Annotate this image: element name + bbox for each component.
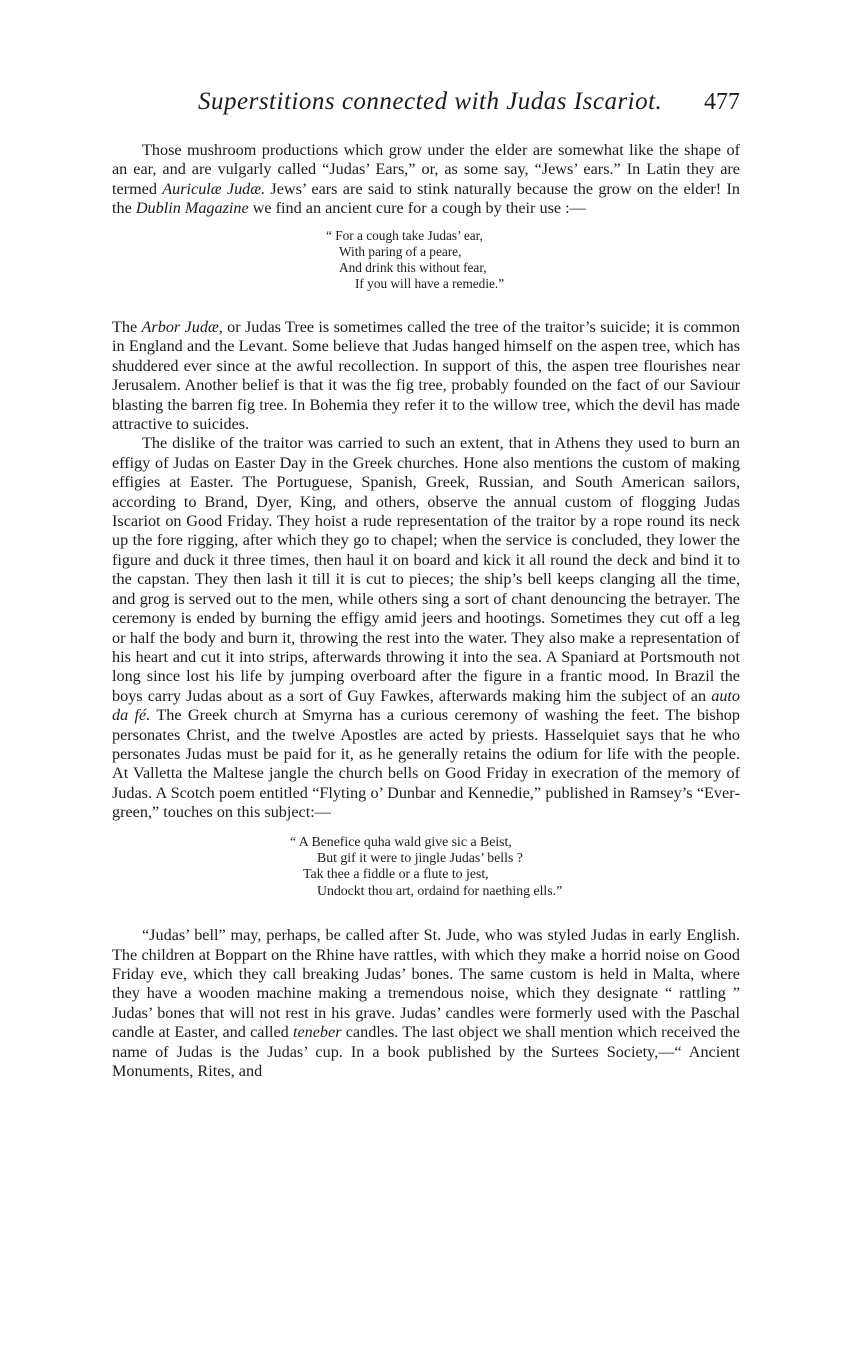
- page-body: [112, 141, 740, 1081]
- foreign-term: teneber: [292, 1023, 342, 1042]
- latin-term: Auriculæ Judæ.: [162, 179, 266, 198]
- verse-line: And drink this without fear,: [339, 259, 487, 275]
- paragraph-text: candles. The last object we shall mention which received the name of Judas is the Judas’ cup. In a book published by the Surtees Society,—“ Ancient Monuments, Rites, and: [112, 1023, 741, 1081]
- paragraph-text: The: [112, 318, 142, 336]
- magazine-title: Dublin Magazine: [135, 199, 249, 218]
- page-header: [110, 88, 740, 128]
- paragraph-effigies: [112, 434, 740, 822]
- verse-line: “ For a cough take Judas’ ear,: [326, 227, 483, 243]
- paragraph-text: The dislike of the traitor was carried to such an extent, that in Athens they used to burn an effigy of Judas on Easter Day in the Greek churches. Hone also mentions the custom of making effigies at Easter. The Portuguese, Spanish, Greek, Russian, and South American sailors, according to Brand, Dyer, King, and others, observe the annual custom of flogging Judas Iscariot on Good Friday. They hoist a rude representation of the traitor by a rope round its neck up the fore rigging, after which they go to chapel; when the service is concluded, they lower the figure and duck it three times, then haul it on board and kick it all round the deck and bind it to the capstan. They then lash it till it is cut to pieces; the ship’s bell keeps clanging all the time, and grog is served out to the men, while others sing a sort of chant denouncing the betrayer. The ceremony is ended by burning the effigy amid jeers and hootings. Sometimes they cut off a leg or half the body and burn it, throwing the rest into the water. They also make a representation of his heart and cut it into strips, afterwards throwing it into the sea. A Spaniard at Portsmouth not long since lost his life by jumping overboard after the figure in a frantic mood. In Brazil the boys carry Judas about as a sort of Guy Fawkes, afterwards making him the subject of an: [112, 434, 740, 705]
- paragraph-text: The Greek church at Smyrna has a curious ceremony of washing the feet. The bishop personates Christ, and the twelve Apostles are acted by priests. Hasselquiet says that he who personates Judas must be paid for it, as he generally retains the odium for life with the people. At Valletta the Maltese jangle the church bells on Good Friday in execration of the memory of Judas. A Scotch poem entitled “Flyting o’ Dunbar and Kennedie,” published in Ramsey’s “Evergreen,” touches on this subject:—: [112, 706, 740, 822]
- latin-term: Arbor Judæ,: [141, 318, 223, 336]
- paragraph-judas-bell: [112, 926, 740, 1081]
- verse-line: “ A Benefice quha wald give sic a Beist,: [290, 833, 512, 849]
- paragraph-mushrooms: [112, 141, 740, 219]
- verse-line: Undockt thou art, ordaind for naething ells.”: [317, 882, 563, 898]
- paragraph-text: Jews’ ears are said to stink naturally because the grow on the elder! In the: [112, 179, 740, 218]
- paragraph-judas-tree: [112, 318, 740, 434]
- page-number: 477: [704, 89, 740, 115]
- paragraph-text: or Judas Tree is sometimes called the tree of the traitor’s suicide; it is common in England and the Levant. Some believe that Judas hanged himself on the aspen tree, which has shuddered ever since at the awful recollection. In support of this, the aspen tree flourishes near Jerusalem. Another belief is that it was the fig tree, probably founded on the fact of our Saviour blasting the barren fig tree. In Bohemia they refer it to the willow tree, which the devil has made attractive to suicides.: [112, 318, 741, 434]
- foreign-term: auto da fé.: [112, 686, 740, 725]
- paragraph-text: we find an ancient cure for a cough by their use :—: [248, 199, 586, 218]
- paragraph-text: “Judas’ bell” may, perhaps, be called after St. Jude, who was styled Judas in early English. The children at Boppart on the Rhine have rattles, with which they make a horrid noise on Good Friday eve, which they call breaking Judas’ bones. The same custom is held in Malta, where they have a wooden machine making a tremendous noise, which they designate “ rattling ” Judas’ bones that will not rest in his grave. Judas’ candles were formerly used with the Paschal candle at Easter, and called: [112, 926, 740, 1042]
- verse-line: Tak thee a fiddle or a flute to jest,: [303, 866, 489, 882]
- verse-line: With paring of a peare,: [339, 243, 462, 259]
- verse-cough-cure: [326, 228, 740, 292]
- paragraph-text: Those mushroom productions which grow under the elder are somewhat like the shape of an ear, and are vulgarly called “Judas’ Ears,” or, as some say, “Jews’ ears.” In Latin they are termed: [112, 141, 740, 198]
- running-title: Superstitions connected with Judas Iscariot.: [198, 88, 663, 115]
- verse-flyting: [290, 834, 740, 900]
- verse-line: If you will have a remedie.”: [355, 275, 505, 291]
- verse-line: But gif it were to jingle Judas’ bells ?: [317, 849, 523, 865]
